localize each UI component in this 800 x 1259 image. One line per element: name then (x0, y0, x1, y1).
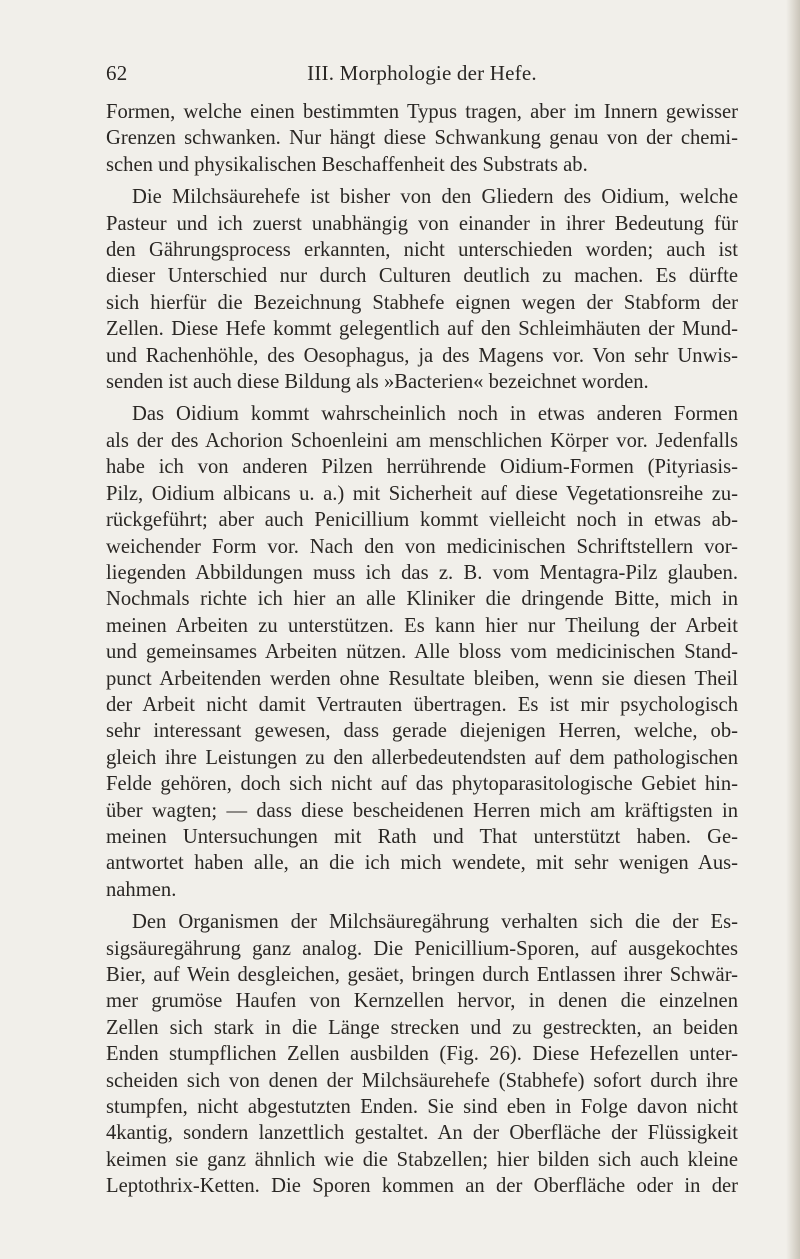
text-line: über wagten; — dass diese bescheidenen Herren mich am kräftigsten in (106, 799, 738, 822)
text-line: Den Organismen der Milchsäuregährung verhalten sich die der Es- (132, 911, 738, 934)
text-line: Leptothrix-Ketten. Die Sporen kommen an der Oberfläche oder in der (106, 1175, 738, 1198)
text-line: den Gährungsprocess erkannten, nicht unterschieden worden; auch ist (106, 239, 738, 262)
text-line: der Arbeit nicht damit Vertrauten übertragen. Es ist mir psychologisch (106, 693, 738, 716)
text-line: punct Arbeitenden werden ohne Resultate bleiben, wenn sie diesen Theil (106, 667, 738, 690)
running-title: III. Morphologie der Hefe. (307, 61, 537, 85)
text-line: 4kantig, sondern lanzettlich gestaltet. An der Oberfläche der Flüssigkeit (106, 1122, 738, 1145)
text-line: Enden stumpflichen Zellen ausbilden (Fig. 26). Diese Hefezellen unter- (106, 1043, 738, 1066)
text-line: antwortet haben alle, an die ich mich wendete, mit sehr wenigen Aus- (106, 852, 738, 875)
text-line: meinen Arbeiten zu unterstützen. Es kann hier nur Theilung der Arbeit (106, 614, 738, 637)
running-header (106, 61, 738, 95)
text-line: senden ist auch diese Bildung als »Bacterien« bezeichnet worden. (106, 371, 649, 394)
text-line: schen und physikalischen Beschaffenheit des Substrats ab. (106, 153, 588, 176)
text-line: Grenzen schwanken. Nur hängt diese Schwankung genau von der chemi- (106, 127, 738, 150)
text-line: als der des Achorion Schoenleini am menschlichen Körper vor. Jedenfalls (106, 429, 738, 452)
text-line: meinen Untersuchungen mit Rath und That unterstützt haben. Ge- (106, 825, 738, 848)
text-line: und gemeinsames Arbeiten nützen. Alle bloss vom medicinischen Stand- (106, 641, 738, 664)
text-line: nahmen. (106, 878, 177, 901)
text-line: Felde gehören, doch sich nicht auf das phytoparasitologische Gebiet hin- (106, 773, 738, 796)
text-line: rückgeführt; aber auch Penicillium kommt vielleicht noch in etwas ab- (106, 509, 738, 532)
text-line: sich hierfür die Bezeichnung Stabhefe eignen wegen der Stabform der (106, 291, 738, 314)
text-line: Pilz, Oidium albicans u. a.) mit Sicherheit auf diese Vegetationsreihe zu- (106, 482, 738, 505)
paragraph-3 (106, 401, 738, 903)
text-line: Das Oidium kommt wahrscheinlich noch in etwas anderen Formen (132, 403, 738, 426)
text-line: Die Milchsäurehefe ist bisher von den Gliedern des Oidium, welche (132, 186, 738, 209)
page-number: 62 (106, 61, 128, 85)
text-line: stumpfen, nicht abgestutzten Enden. Sie sind eben in Folge davon nicht (106, 1096, 738, 1119)
text-line: habe ich von anderen Pilzen herrührende Oidium-Formen (Pityriasis- (106, 456, 738, 479)
text-line: gleich ihre Leistungen zu den allerbedeutendsten auf dem pathologischen (106, 746, 738, 769)
text-line: Zellen sich stark in die Länge strecken und zu gestreckten, an beiden (106, 1016, 738, 1039)
text-line: Nochmals richte ich hier an alle Kliniker die dringende Bitte, mich in (106, 588, 738, 611)
text-line: sehr interessant gewesen, dass gerade diejenigen Herren, welche, ob- (106, 720, 738, 743)
paragraph-1 (106, 99, 738, 178)
paragraph-4 (106, 909, 738, 1199)
text-line: keimen sie ganz ähnlich wie die Stabzellen; hier bilden sich auch kleine (106, 1148, 738, 1171)
text-line: und Rachenhöhle, des Oesophagus, ja des Magens vor. Von sehr Unwis- (106, 344, 738, 367)
text-line: Formen, welche einen bestimmten Typus tragen, aber im Innern gewisser (106, 101, 738, 123)
page-edge (786, 0, 800, 1259)
text-line: Pasteur und ich zuerst unabhängig von einander in ihrer Bedeutung für (106, 212, 738, 235)
text-line: scheiden sich von denen der Milchsäurehefe (Stabhefe) sofort durch ihre (106, 1069, 738, 1092)
text-line: Zellen. Diese Hefe kommt gelegentlich auf den Schleimhäuten der Mund- (106, 318, 738, 341)
text-line: liegenden Abbildungen muss ich das z. B. vom Mentagra-Pilz glauben. (106, 561, 738, 584)
text-line: dieser Unterschied nur durch Culturen deutlich zu machen. Es dürfte (106, 265, 738, 288)
text-line: sigsäuregährung ganz analog. Die Penicillium-Sporen, auf ausgekochtes (106, 937, 738, 960)
text-line: Bier, auf Wein desgleichen, gesäet, bringen durch Entlassen ihrer Schwär- (106, 964, 738, 986)
text-line: weichender Form vor. Nach den von medicinischen Schriftstellern vor- (106, 535, 738, 558)
paragraph-2 (106, 184, 738, 395)
body-text (106, 99, 738, 1200)
text-line: mer grumöse Haufen von Kernzellen hervor, in denen die einzelnen (106, 990, 738, 1013)
